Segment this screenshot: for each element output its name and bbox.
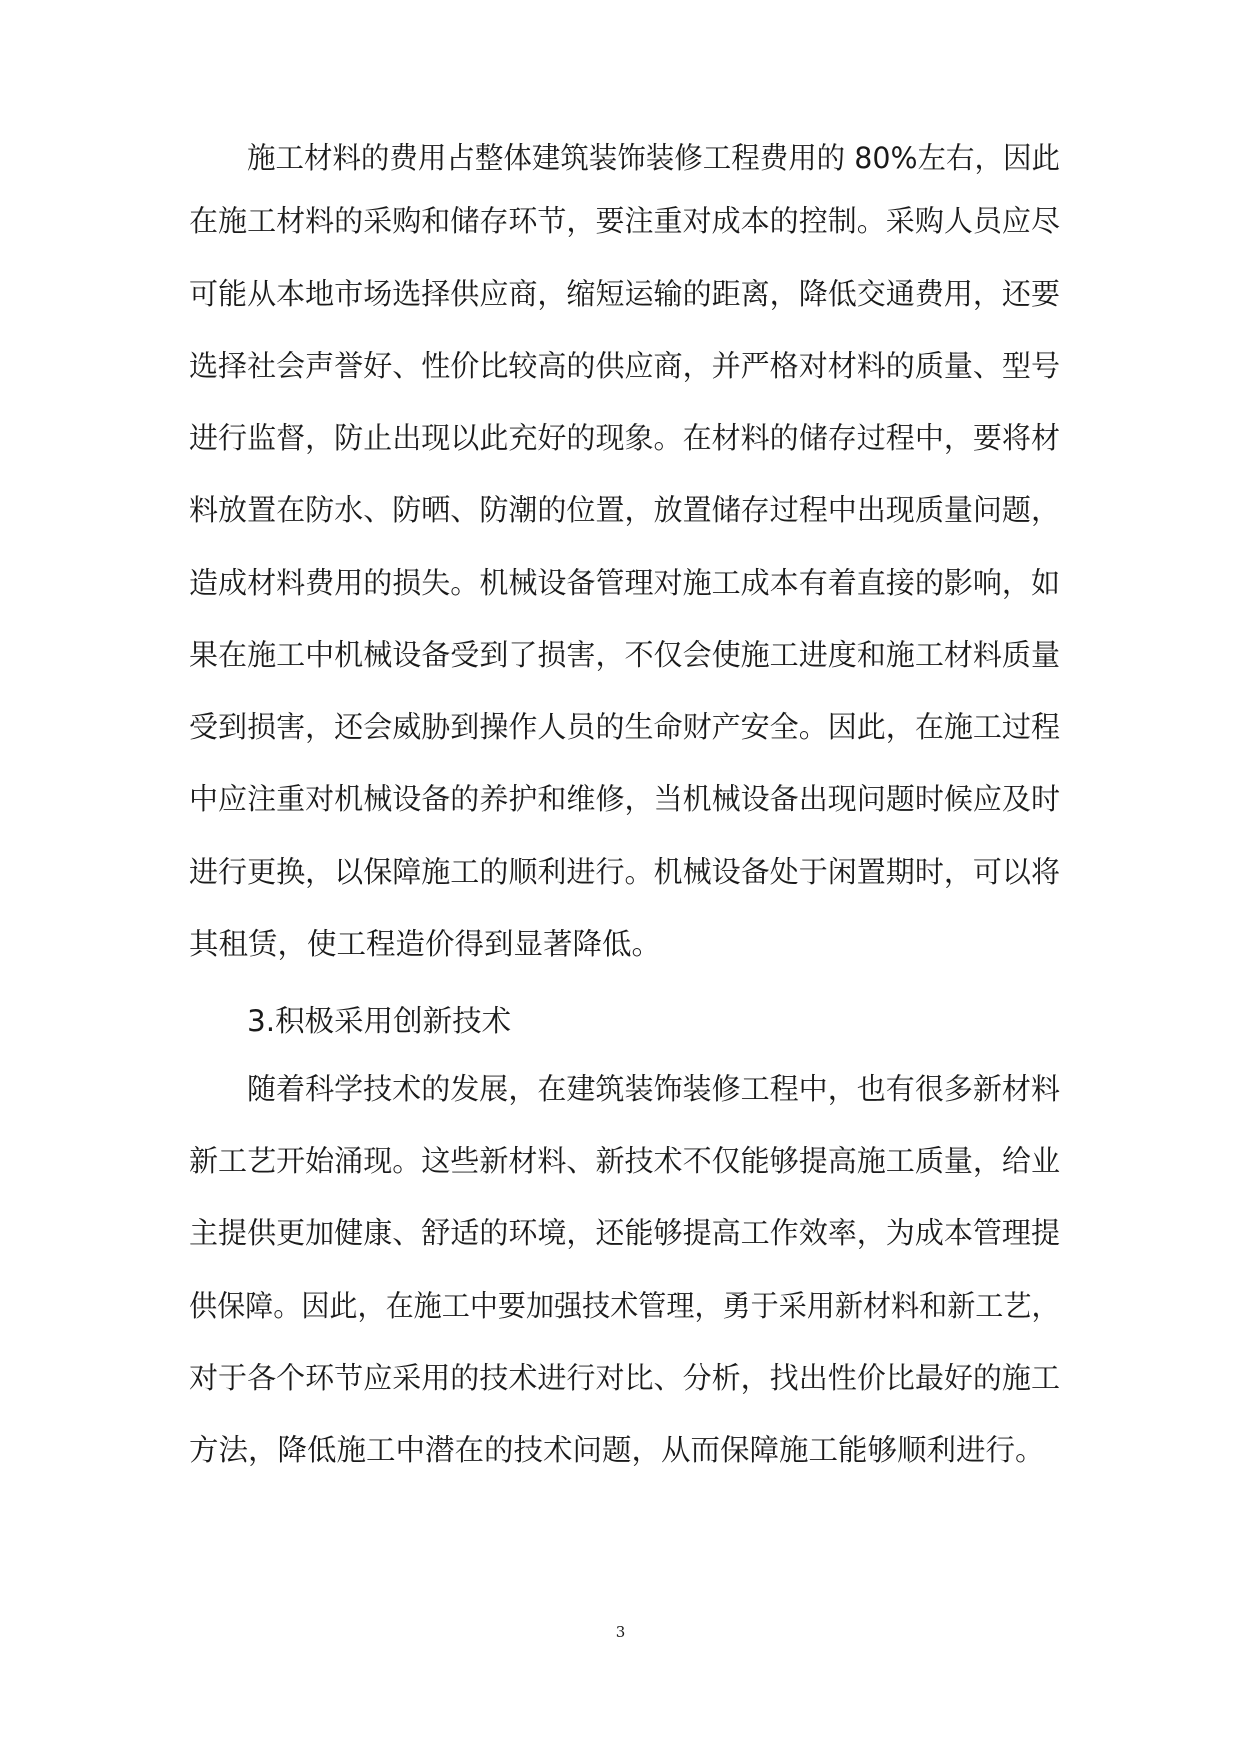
paragraph-line: 进行更换，以保障施工的顺利进行。机械设备处于闲置期时，可以将 bbox=[189, 855, 1061, 889]
paragraph-line: 新工艺开始涌现。这些新材料、新技术不仅能够提高施工质量，给业 bbox=[189, 1144, 1061, 1178]
paragraph-line: 方法，降低施工中潜在的技术问题，从而保障施工能够顺利进行。 bbox=[189, 1433, 1045, 1467]
paragraph-line: 果在施工中机械设备受到了损害，不仅会使施工进度和施工材料质量 bbox=[189, 638, 1061, 672]
paragraph-line: 选择社会声誉好、性价比较高的供应商，并严格对材料的质量、型号 bbox=[189, 349, 1061, 383]
paragraph-line: 对于各个环节应采用的技术进行对比、分析，找出性价比最好的施工 bbox=[189, 1361, 1061, 1395]
section-heading: 3.积极采用创新技术 bbox=[247, 1004, 512, 1038]
paragraph-line: 施工材料的费用占整体建筑装饰装修工程费用的 80%左右，因此 bbox=[247, 141, 1060, 175]
paragraph-line: 可能从本地市场选择供应商，缩短运输的距离，降低交通费用，还要 bbox=[189, 277, 1061, 311]
paragraph-line: 造成材料费用的损失。机械设备管理对施工成本有着直接的影响，如 bbox=[189, 566, 1061, 600]
page-number: 3 bbox=[615, 1623, 626, 1641]
paragraph-line: 在施工材料的采购和储存环节，要注重对成本的控制。采购人员应尽 bbox=[189, 204, 1061, 238]
paragraph-line: 料放置在防水、防晒、防潮的位置，放置储存过程中出现质量问题， bbox=[189, 493, 1061, 527]
paragraph-line: 中应注重对机械设备的养护和维修，当机械设备出现问题时候应及时 bbox=[189, 782, 1061, 816]
paragraph-line: 受到损害，还会威胁到操作人员的生命财产安全。因此，在施工过程 bbox=[189, 710, 1061, 744]
paragraph-line: 其租赁，使工程造价得到显著降低。 bbox=[189, 927, 662, 961]
paragraph-line: 随着科学技术的发展，在建筑装饰装修工程中，也有很多新材料 bbox=[247, 1072, 1061, 1106]
paragraph-line: 主提供更加健康、舒适的环境，还能够提高工作效率，为成本管理提 bbox=[189, 1216, 1061, 1250]
paragraph-line: 供保障。因此，在施工中要加强技术管理，勇于采用新材料和新工艺， bbox=[189, 1289, 1060, 1323]
paragraph-line: 进行监督，防止出现以此充好的现象。在材料的储存过程中，要将材 bbox=[189, 421, 1061, 455]
